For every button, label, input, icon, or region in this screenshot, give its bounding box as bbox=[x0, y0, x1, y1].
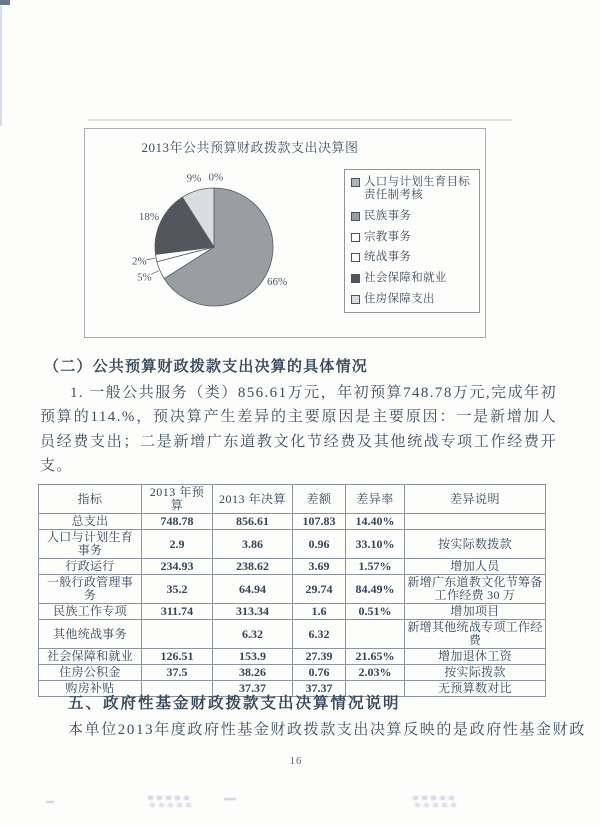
value-cell: 3.69 bbox=[293, 559, 346, 575]
value-cell: 37.5 bbox=[142, 665, 213, 681]
value-cell: 3.86 bbox=[213, 530, 293, 559]
chart-frame bbox=[84, 128, 486, 338]
explanation-cell: 按实际数拨款 bbox=[405, 530, 546, 559]
budget-table bbox=[38, 484, 546, 697]
legend-label: 住房保障支出 bbox=[364, 292, 435, 305]
pie-slice-label: 9% bbox=[186, 172, 202, 185]
chart-legend bbox=[344, 169, 480, 313]
table-header-row bbox=[39, 485, 546, 514]
value-cell: 107.83 bbox=[293, 514, 346, 530]
table-row bbox=[39, 559, 546, 575]
table-row bbox=[39, 530, 546, 559]
explanation-cell: 按实际拨款 bbox=[405, 665, 546, 681]
budget-table-body bbox=[39, 514, 546, 697]
legend-label: 人口与计划生育目标责任制考核 bbox=[364, 176, 471, 201]
page-number: 16 bbox=[289, 756, 303, 767]
indicator-cell: 其他统战事务 bbox=[39, 620, 142, 649]
legend-swatch-icon bbox=[351, 212, 360, 221]
value-cell: 313.34 bbox=[213, 604, 293, 620]
value-cell: 126.51 bbox=[142, 649, 213, 665]
value-cell: 27.39 bbox=[293, 649, 346, 665]
legend-swatch-icon bbox=[351, 178, 360, 187]
legend-item bbox=[351, 272, 476, 285]
value-cell: 37.37 bbox=[213, 681, 293, 697]
legend-label: 宗教事务 bbox=[364, 230, 412, 243]
column-header: 差额 bbox=[293, 485, 346, 514]
legend-swatch-icon bbox=[351, 295, 360, 304]
value-cell: 153.9 bbox=[213, 649, 293, 665]
pie-chart bbox=[124, 157, 304, 337]
pie-slice-label: 5% bbox=[136, 271, 152, 284]
scan-edge-artifact bbox=[0, 6, 2, 126]
section-heading-2: （二）公共预算财政拨款支出决算的具体情况 bbox=[44, 359, 369, 375]
legend-label: 民族事务 bbox=[364, 209, 412, 222]
table-row bbox=[39, 575, 546, 604]
indicator-cell: 购房补贴 bbox=[39, 681, 142, 697]
value-cell: 311.74 bbox=[142, 604, 213, 620]
value-cell: 64.94 bbox=[213, 575, 293, 604]
legend-item bbox=[351, 176, 476, 202]
value-cell: 2.9 bbox=[142, 530, 213, 559]
pie-slice-label: 0% bbox=[208, 171, 224, 184]
legend-item bbox=[351, 231, 476, 244]
value-cell: 1.57% bbox=[346, 559, 405, 575]
legend-swatch-icon bbox=[351, 274, 360, 283]
explanation-cell: 增加退休工资 bbox=[405, 649, 546, 665]
column-header: 2013 年决算 bbox=[213, 485, 293, 514]
value-cell: 35.2 bbox=[142, 575, 213, 604]
legend-item bbox=[351, 251, 476, 264]
value-cell: 238.62 bbox=[213, 559, 293, 575]
indicator-cell: 住房公积金 bbox=[39, 665, 142, 681]
table-row bbox=[39, 620, 546, 649]
explanation-cell: 无预算数对比 bbox=[405, 681, 546, 697]
explanation-cell: 新增其他统战专项工作经费 bbox=[405, 620, 546, 649]
value-cell: 234.93 bbox=[142, 559, 213, 575]
pie-leader-line bbox=[146, 258, 155, 260]
column-header: 指标 bbox=[39, 485, 142, 514]
value-cell: 1.6 bbox=[293, 604, 346, 620]
pie-slice-label: 66% bbox=[267, 276, 288, 289]
pie-slice-label: 2% bbox=[131, 255, 147, 268]
bleed-through-artifact bbox=[224, 798, 236, 800]
explanation-cell: 新增广东道教文化节筹备工作经费 30 万 bbox=[405, 575, 546, 604]
scan-corner-artifact bbox=[0, 0, 10, 5]
legend-swatch-icon bbox=[351, 233, 360, 242]
legend-swatch-icon bbox=[351, 253, 360, 262]
section-heading-5: 五、政府性基金财政拨款支出决算情况说明 bbox=[68, 695, 401, 712]
explanation-cell: 增加人员 bbox=[405, 559, 546, 575]
value-cell: 38.26 bbox=[213, 665, 293, 681]
explanation-cell: 增加项目 bbox=[405, 604, 546, 620]
chart-title: 2013年公共预算财政拨款支出决算图 bbox=[141, 140, 359, 155]
value-cell: 0.76 bbox=[293, 665, 346, 681]
section-paragraph-2: 1. 一般公共服务（类）856.61万元，年初预算748.78万元,完成年初预算的114.%，预决算产生差异的主要原因是主要原因：一是新增加人员经费支出；二是新增广东道教文化节经费及其他统战专项工作经费开支。 bbox=[40, 385, 557, 474]
legend-item bbox=[351, 210, 476, 223]
indicator-cell: 社会保障和就业 bbox=[39, 649, 142, 665]
bleed-through-artifact bbox=[46, 801, 54, 803]
value-cell: 6.32 bbox=[213, 620, 293, 649]
section-paragraph-5: 本单位2013年度政府性基金财政拨款支出决算反映的是政府性基金财政 bbox=[68, 722, 586, 738]
column-header: 2013 年预算 bbox=[142, 485, 213, 514]
indicator-cell: 行政运行 bbox=[39, 559, 142, 575]
bleed-through-artifact bbox=[413, 795, 457, 808]
indicator-cell: 民族工作专项 bbox=[39, 604, 142, 620]
value-cell: 748.78 bbox=[142, 514, 213, 530]
value-cell: 14.40% bbox=[346, 514, 405, 530]
table-row bbox=[39, 514, 546, 530]
value-cell: 84.49% bbox=[346, 575, 405, 604]
column-header: 差异说明 bbox=[405, 485, 546, 514]
pie-slice-label: 18% bbox=[138, 210, 159, 223]
value-cell: 21.65% bbox=[346, 649, 405, 665]
legend-item bbox=[351, 293, 476, 306]
value-cell: 2.03% bbox=[346, 665, 405, 681]
table-row bbox=[39, 604, 546, 620]
scan-shadow-artifact bbox=[88, 119, 512, 121]
indicator-cell: 总支出 bbox=[39, 514, 142, 530]
value-cell: 33.10% bbox=[346, 530, 405, 559]
column-header: 差异率 bbox=[346, 485, 405, 514]
explanation-cell bbox=[405, 514, 546, 530]
table-row bbox=[39, 665, 546, 681]
value-cell: 0.51% bbox=[346, 604, 405, 620]
value-cell: 29.74 bbox=[293, 575, 346, 604]
indicator-cell: 一般行政管理事务 bbox=[39, 575, 142, 604]
value-cell: 856.61 bbox=[213, 514, 293, 530]
bleed-through-artifact bbox=[148, 795, 192, 808]
pie-leader-line bbox=[151, 271, 159, 275]
value-cell: 0.96 bbox=[293, 530, 346, 559]
indicator-cell: 人口与计划生育事务 bbox=[39, 530, 142, 559]
legend-label: 统战事务 bbox=[364, 251, 412, 264]
value-cell bbox=[346, 620, 405, 649]
value-cell bbox=[142, 620, 213, 649]
legend-label: 社会保障和就业 bbox=[364, 272, 447, 285]
value-cell: 6.32 bbox=[293, 620, 346, 649]
value-cell: 37.37 bbox=[293, 681, 346, 697]
table-row bbox=[39, 649, 546, 665]
